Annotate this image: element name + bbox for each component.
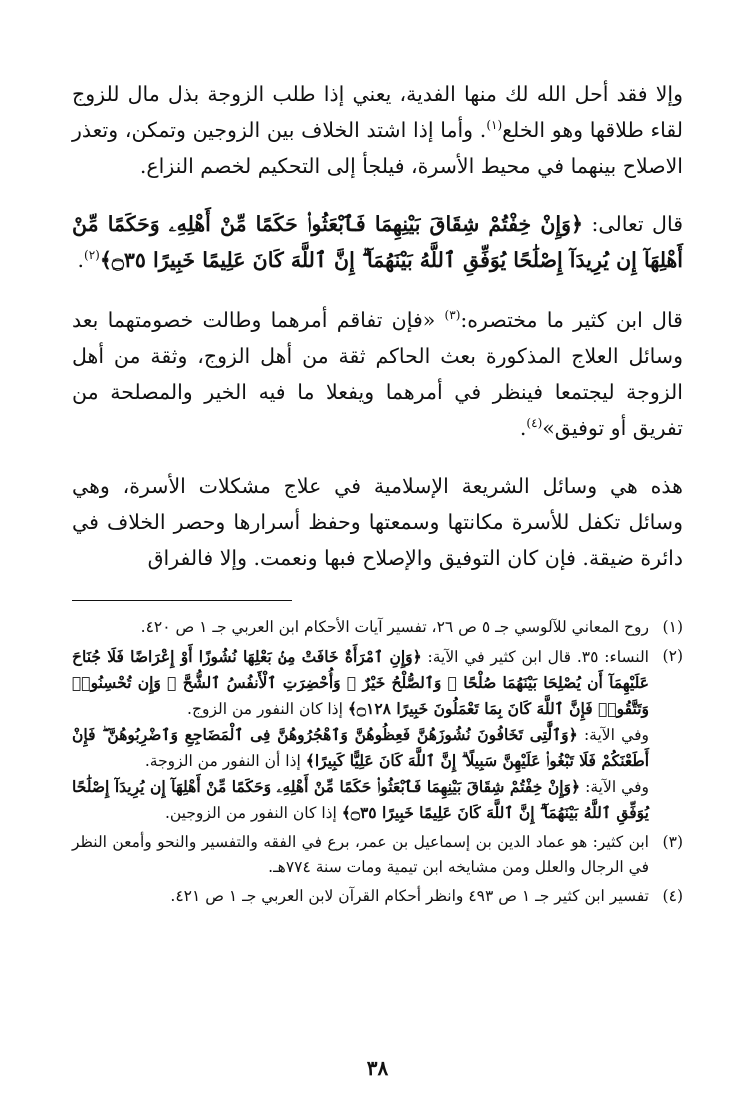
ibn-kathir-end: .: [519, 416, 527, 440]
footnote-4: [72, 884, 683, 909]
footnote-number: (٢): [662, 647, 683, 665]
footnote-1: [72, 615, 683, 640]
paragraph-khul-continuation: . وأما إذا اشتد الخلاف بين الزوجين وتمكن، وتعذر الاصلاح بينهما في محيط الأسرة، فيلجأ إلى التحكيم لخصم النزاع.: [72, 118, 683, 178]
book-page: [72, 76, 683, 1080]
footnote-2-a-intro: النساء: ٣٥. قال ابن كثير في الآية:: [421, 648, 649, 666]
footnote-2-c-intro: وفي الآية:: [580, 778, 649, 796]
footnotes-list: [72, 615, 683, 909]
footnote-number: (١): [662, 618, 683, 636]
footnote-2-part-c: [72, 774, 649, 826]
footnote-2-part-b: [72, 722, 649, 774]
footnote-text: روح المعاني للآلوسي جـ ٥ ص ٢٦، تفسير آيات الأحكام ابن العربي جـ ١ ص ٤٢٠.: [140, 618, 649, 636]
ibn-kathir-intro: قال ابن كثير ما مختصره:: [460, 308, 683, 332]
footnote-number: (٣): [662, 833, 683, 851]
footnote-ref-1[interactable]: (١): [486, 118, 503, 133]
footnote-text: [72, 644, 649, 826]
footnote-text: تفسير ابن كثير جـ ١ ص ٤٩٣ وانظر أحكام القرآن لابن العربي جـ ١ ص ٤٢١.: [170, 887, 649, 905]
quran-verse: ﴿وَإِنْ خِفْتُمْ شِقَاقَ بَيْنِهِمَا فَٱبْعَثُوا۟ حَكَمًا مِّنْ أَهْلِهِۦ وَحَكَمًا مِّنْ أَهْلِهَآ إِن يُرِيدَآ إِصْلَٰحًا يُوَفِّقِ ٱللَّهُ بَيْنَهُمَآ ۗ إِنَّ ٱللَّهَ كَانَ عَلِيمًا خَبِيرًا ۝٣٥﴾: [72, 212, 683, 272]
footnote-2-b-end: إذا أن النفور من الزوجة.: [144, 752, 306, 770]
page-number: ٣٨: [366, 1056, 389, 1080]
footnote-2-a-verse: ﴿وَإِنِ ٱمْرَأَةٌ خَافَتْ مِنۢ بَعْلِهَا نُشُوزًا أَوْ إِعْرَاضًا فَلَا جُنَاحَ عَلَيْهِمَآ أَن يُصْلِحَا بَيْنَهُمَا صُلْحًا ۚ وَٱلصُّلْحُ خَيْرٌ ۗ وَأُحْضِرَتِ ٱلْأَنفُسُ ٱلشُّحَّ ۚ وَإِن تُحْسِنُوا۟ وَتَتَّقُوا۟ فَإِنَّ ٱللَّهَ كَانَ بِمَا تَعْمَلُونَ خَبِيرًا ۝١٢٨﴾: [72, 647, 649, 718]
footnote-2-c-verse: ﴿وَإِنْ خِفْتُمْ شِقَاقَ بَيْنِهِمَا فَٱبْعَثُوا۟ حَكَمًا مِّنْ أَهْلِهِۦ وَحَكَمًا مِّنْ أَهْلِهَآ إِن يُرِيدَآ إِصْلَٰحًا يُوَفِّقِ ٱللَّهُ بَيْنَهُمَآ ۗ إِنَّ ٱللَّهَ كَانَ عَلِيمًا خَبِيرًا ۝٣٥﴾: [72, 777, 649, 822]
paragraph-khul-text: وإلا فقد أحل الله لك منها الفدية، يعني إذا طلب الزوجة بذل مال للزوج لقاء طلاقها وهو الخلع: [72, 82, 683, 142]
footnote-ref-2[interactable]: (٢): [84, 248, 100, 263]
footnote-text: ابن كثير: هو عماد الدين بن إسماعيل بن عمر، برع في الفقه والتفسير والنحو وأمعن النظر في الرجال والعلل ومن مشايخه ابن تيمية ومات سنة ٧٧٤هـ.: [72, 833, 649, 876]
footnote-2-b-verse: ﴿وَٱلَّٰتِى تَخَافُونَ نُشُوزَهُنَّ فَعِظُوهُنَّ وَٱهْجُرُوهُنَّ فِى ٱلْمَضَاجِعِ وَٱضْرِبُوهُنَّ ۖ فَإِنْ أَطَعْنَكُمْ فَلَا تَبْغُوا۟ عَلَيْهِنَّ سَبِيلًا ۗ إِنَّ ٱللَّهَ كَانَ عَلِيًّا كَبِيرًا﴾: [72, 725, 649, 770]
verse-intro: قال تعالى:: [583, 212, 683, 236]
paragraph-conclusion: هذه هي وسائل الشريعة الإسلامية في علاج مشكلات الأسرة، وهي وسائل تكفل للأسرة مكانتها وسمعتها وحفظ أسرارها وحصر الخلاف في دائرة ضيقة. فإن كان التوفيق والإصلاح فبها ونعمت. وإلا فالفراق: [72, 474, 683, 570]
footnote-ref-3[interactable]: (٣): [444, 308, 461, 323]
footnote-divider: [72, 600, 292, 601]
footnote-3: [72, 830, 683, 880]
footnote-2-a-end: إذا كان النفور من الزوج.: [187, 700, 348, 718]
ibn-kathir-quote: «فإن تفاقم أمرهما وطالت خصومتهما بعد وسائل العلاج المذكورة بعث الحاكم ثقة من أهل الزوج، وثقة من أهل الزوجة ليجتمعا فينظر في أمرهما ويفعلا ما فيه الخير والمصلحة من تفريق أو توفيق»: [72, 308, 683, 440]
footnote-number: (٤): [662, 887, 683, 905]
footnote-2-b-intro: وفي الآية:: [577, 726, 649, 744]
paragraph-ibn-kathir: [72, 302, 683, 446]
footnote-ref-4[interactable]: (٤): [526, 416, 543, 431]
footnote-2: [72, 644, 683, 826]
verse-end: .: [77, 248, 84, 272]
footnote-2-part-a: [72, 644, 649, 722]
paragraph-khul: [72, 76, 683, 184]
paragraph-verse: [72, 206, 683, 278]
footnote-2-c-end: إذا كان النفور من الزوجين.: [164, 804, 342, 822]
